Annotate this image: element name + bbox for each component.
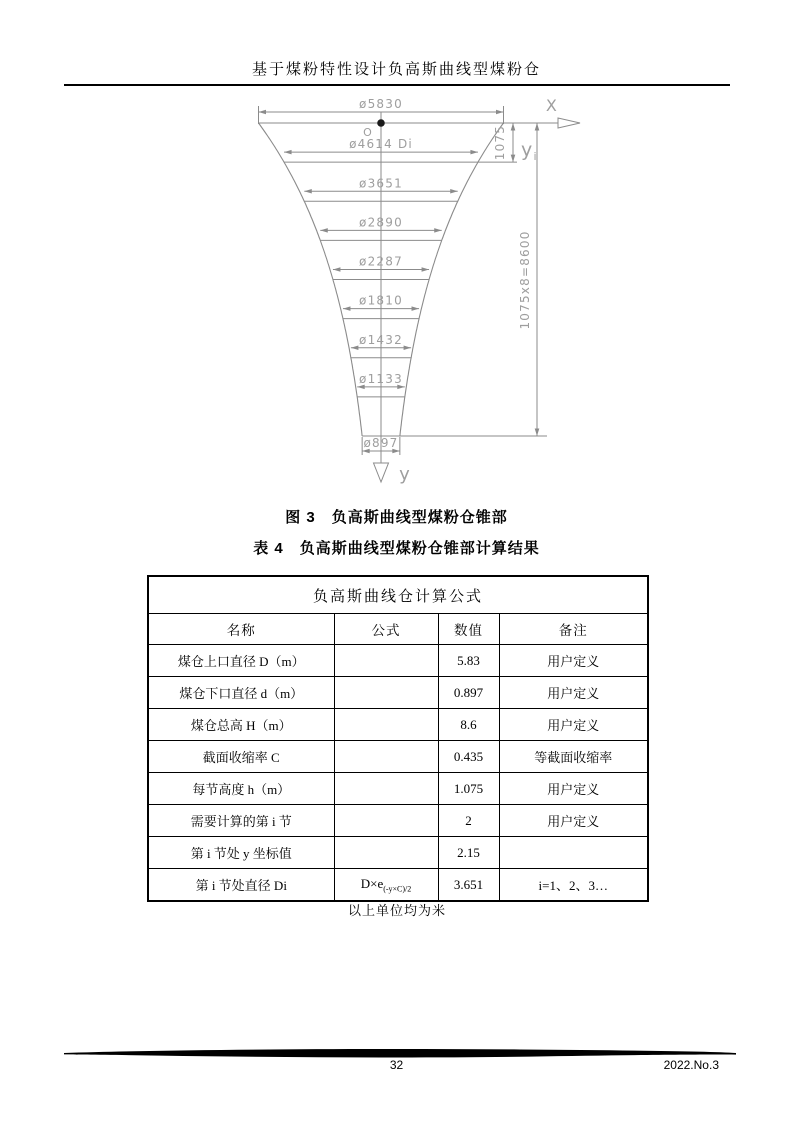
col-header: 公式: [334, 614, 438, 645]
table-row: [148, 645, 648, 677]
cell-formula: [334, 805, 438, 837]
diameter-label: ø2890: [359, 215, 403, 230]
cell-name: 煤仓上口直径 D（m）: [148, 645, 334, 677]
table-row: [148, 869, 648, 902]
footer-rule-stroke: [64, 1049, 736, 1057]
col-header: 备注: [499, 614, 648, 645]
cell-value: 0.897: [438, 677, 499, 709]
table-title-row: [148, 576, 648, 614]
diameter-label: ø2287: [359, 254, 403, 269]
diameter-label: ø4614 Di: [349, 137, 413, 152]
cell-formula: [334, 773, 438, 805]
table-title: 负高斯曲线仓计算公式: [148, 576, 648, 614]
issue-label: 2022.No.3: [663, 1058, 719, 1072]
diameter-label: ø1810: [359, 293, 403, 308]
header-rule: [64, 84, 730, 86]
table-header-row: [148, 614, 648, 645]
cell-formula: [334, 645, 438, 677]
cell-formula: [334, 677, 438, 709]
cell-name: 第 i 节处 y 坐标值: [148, 837, 334, 869]
cell-note: i=1、2、3…: [499, 869, 648, 902]
cell-name: 每节高度 h（m）: [148, 773, 334, 805]
cell-value: 5.83: [438, 645, 499, 677]
formula-sub: (-y×C)/2: [383, 884, 412, 894]
cell-note: 用户定义: [499, 677, 648, 709]
table-footnote: 以上单位均为米: [347, 903, 446, 918]
cell-value: 2.15: [438, 837, 499, 869]
cell-formula: [334, 709, 438, 741]
x-axis-label: X: [545, 96, 559, 115]
table-row: [148, 805, 648, 837]
cell-note: 用户定义: [499, 773, 648, 805]
cell-note: 等截面收缩率: [499, 741, 648, 773]
y-axis-arrow: [374, 463, 389, 482]
cell-name: 煤仓下口直径 d（m）: [148, 677, 334, 709]
vertical-dimensions: [493, 123, 539, 436]
y-axis-label: y: [399, 464, 411, 485]
cell-note: 用户定义: [499, 645, 648, 677]
cell-note: 用户定义: [499, 709, 648, 741]
figure-caption: 图 3 负高斯曲线型煤粉仓锥部: [285, 509, 508, 526]
formula-base: D×e: [360, 875, 384, 891]
col-header: 数值: [438, 614, 499, 645]
table-caption: 表 4 负高斯曲线型煤粉仓锥部计算结果: [253, 540, 540, 557]
total-height-dim-label: 1075x8=8600: [518, 230, 532, 330]
table-row: [148, 773, 648, 805]
cell-name: 截面收缩率 C: [148, 741, 334, 773]
section-lines: [284, 162, 517, 397]
cell-formula: [334, 837, 438, 869]
cell-note: 用户定义: [499, 805, 648, 837]
cell-name: 需要计算的第 i 节: [148, 805, 334, 837]
page-number: 32: [389, 1058, 404, 1072]
cone-diagram: [240, 90, 610, 498]
cell-note: [499, 837, 648, 869]
yi-label: $y_i$: [521, 139, 538, 163]
cell-value: 3.651: [438, 869, 499, 902]
diameter-label: ø3651: [359, 176, 403, 191]
diameter-label: ø5830: [359, 97, 403, 111]
table-row: [148, 677, 648, 709]
cell-formula: [334, 741, 438, 773]
cell-name: 煤仓总高 H（m）: [148, 709, 334, 741]
diameter-label: ø1133: [359, 371, 403, 386]
cell-value: 0.435: [438, 741, 499, 773]
table-row: [148, 837, 648, 869]
cell-value: 1.075: [438, 773, 499, 805]
x-axis-arrow: [558, 118, 580, 128]
running-head-title: 基于煤粉特性设计负高斯曲线型煤粉仓: [251, 62, 541, 78]
table-row: [148, 741, 648, 773]
col-header: 名称: [148, 614, 334, 645]
table-row: [148, 709, 648, 741]
section-height-dim-label: 1075: [493, 124, 507, 161]
cell-name: 第 i 节处直径 Di: [148, 869, 334, 902]
origin-label: O: [363, 126, 373, 139]
cell-formula: [334, 869, 438, 902]
cell-value: 8.6: [438, 709, 499, 741]
cell-value: 2: [438, 805, 499, 837]
origin-dot: [377, 119, 385, 127]
calc-table: [147, 575, 649, 902]
diameter-label: ø897: [363, 436, 399, 450]
diameter-label: ø1432: [359, 332, 403, 347]
